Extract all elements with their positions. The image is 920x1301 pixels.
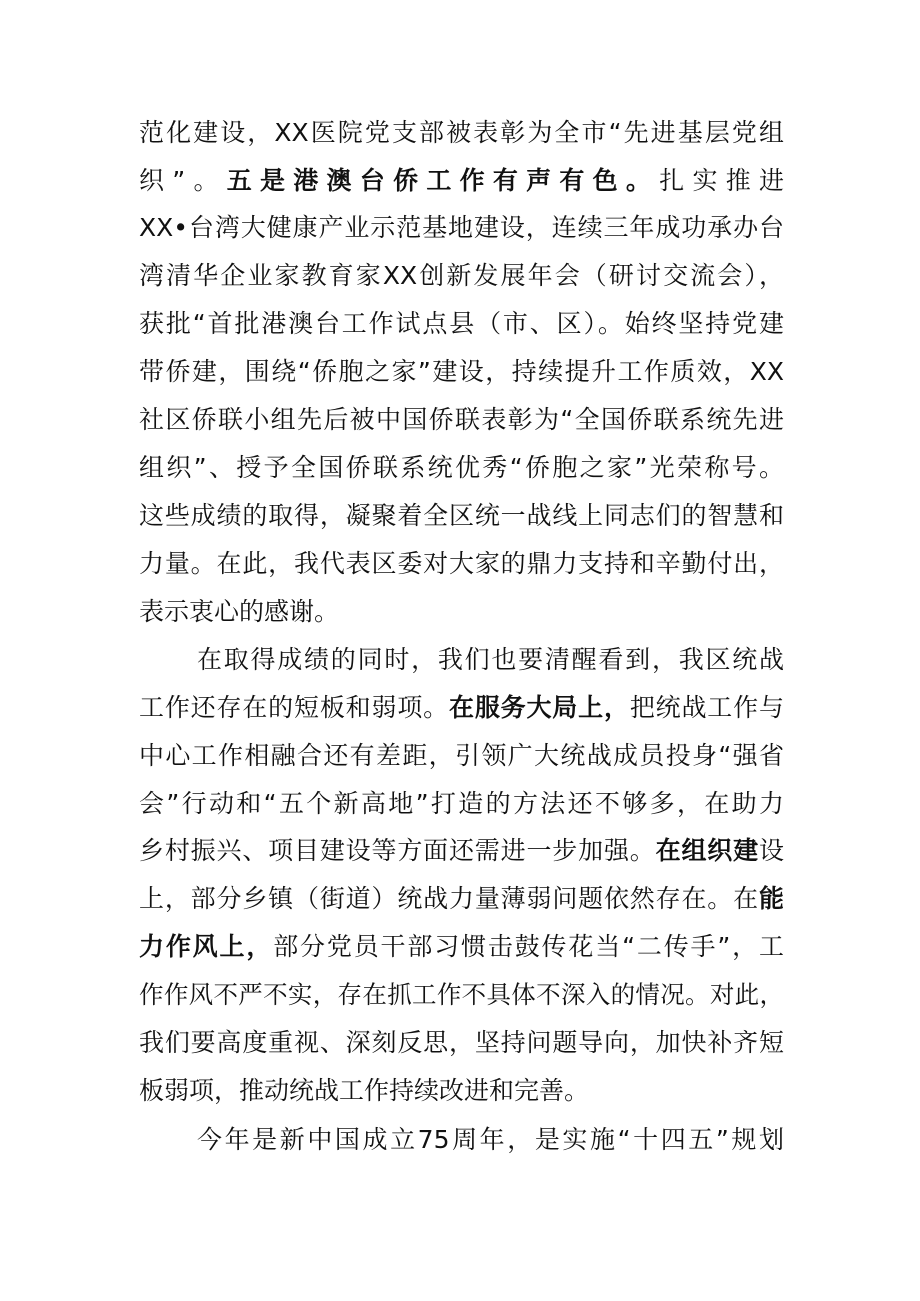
bold-text-segment: 五是港澳台侨工作有声有色。 (226, 166, 660, 195)
text-segment: 扎实推进 (659, 166, 784, 195)
text-line (139, 400, 784, 440)
text-line (139, 448, 784, 488)
text-line (139, 927, 784, 967)
text-line (139, 544, 784, 584)
text-line (139, 1023, 784, 1063)
text-line (139, 496, 784, 536)
text-line (139, 975, 784, 1015)
text-segment: 在取得成绩的同时，我们也要清醒看到，我区统战 (197, 645, 784, 674)
text-segment: 力量。在此，我代表区委对大家的鼎力支持和辛勤付出， (139, 549, 784, 578)
text-segment: 范化建设，XX医院党支部被表彰为全市“先进基层党组 (139, 118, 784, 147)
bold-text-segment: 能 (758, 884, 784, 913)
text-line (139, 1071, 784, 1111)
text-line (197, 1120, 784, 1160)
text-segment: 乡村振兴、项目建设等方面还需进一步加强。 (139, 836, 656, 865)
text-line (139, 879, 784, 919)
text-line (139, 208, 784, 248)
bold-text-segment: 力作风上， (139, 932, 274, 961)
bold-text-segment: 在服务大局上， (448, 693, 630, 722)
text-line (139, 352, 784, 392)
text-line (139, 736, 784, 776)
text-line (139, 592, 784, 632)
text-segment: 设 (758, 836, 784, 865)
text-line (139, 304, 784, 344)
text-segment: 今年是新中国成立75周年，是实施“十四五”规划 (197, 1125, 784, 1154)
text-segment: 部分党员干部习惯击鼓传花当“二传手”，工 (273, 932, 784, 961)
text-segment: 作作风不严不实，存在抓工作不具体不深入的情况。对此， (139, 980, 784, 1009)
text-line (139, 688, 784, 728)
text-segment: 表示衷心的感谢。 (139, 597, 340, 626)
text-line (139, 784, 784, 824)
text-segment: 我们要高度重视、深刻反思，坚持问题导向，加快补齐短 (139, 1028, 784, 1057)
text-line (139, 161, 784, 201)
text-line (139, 113, 784, 153)
bold-text-segment: 在组织建 (655, 836, 759, 865)
text-segment: 这些成绩的取得，凝聚着全区统一战线上同志们的智慧和 (139, 501, 784, 530)
text-segment: 带侨建，围绕“侨胞之家”建设，持续提升工作质效，XX (139, 357, 784, 386)
text-line (139, 831, 784, 871)
text-line (197, 640, 784, 680)
text-line (139, 256, 784, 296)
text-segment: 社区侨联小组先后被中国侨联表彰为“全国侨联系统先进 (139, 405, 784, 434)
text-segment: 会”行动和“五个新高地”打造的方法还不够多，在助力 (139, 789, 784, 818)
text-segment: 上，部分乡镇（街道）统战力量薄弱问题依然存在。在 (139, 884, 759, 913)
text-segment: XX•台湾大健康产业示范基地建设，连续三年成功承办台 (139, 213, 784, 242)
text-segment: 工作还存在的短板和弱项。 (139, 693, 449, 722)
text-segment: 织”。 (139, 166, 227, 195)
text-segment: 板弱项，推动统战工作持续改进和完善。 (139, 1076, 590, 1105)
text-segment: 获批“首批港澳台工作试点县（市、区）。始终坚持党建 (139, 309, 784, 338)
text-segment: 中心工作相融合还有差距，引领广大统战成员投身“强省 (139, 741, 784, 770)
text-segment: 湾清华企业家教育家XX创新发展年会（研讨交流会）， (139, 261, 784, 290)
text-segment: 把统战工作与 (629, 693, 784, 722)
text-segment: 组织”、授予全国侨联系统优秀“侨胞之家”光荣称号。 (139, 453, 784, 482)
